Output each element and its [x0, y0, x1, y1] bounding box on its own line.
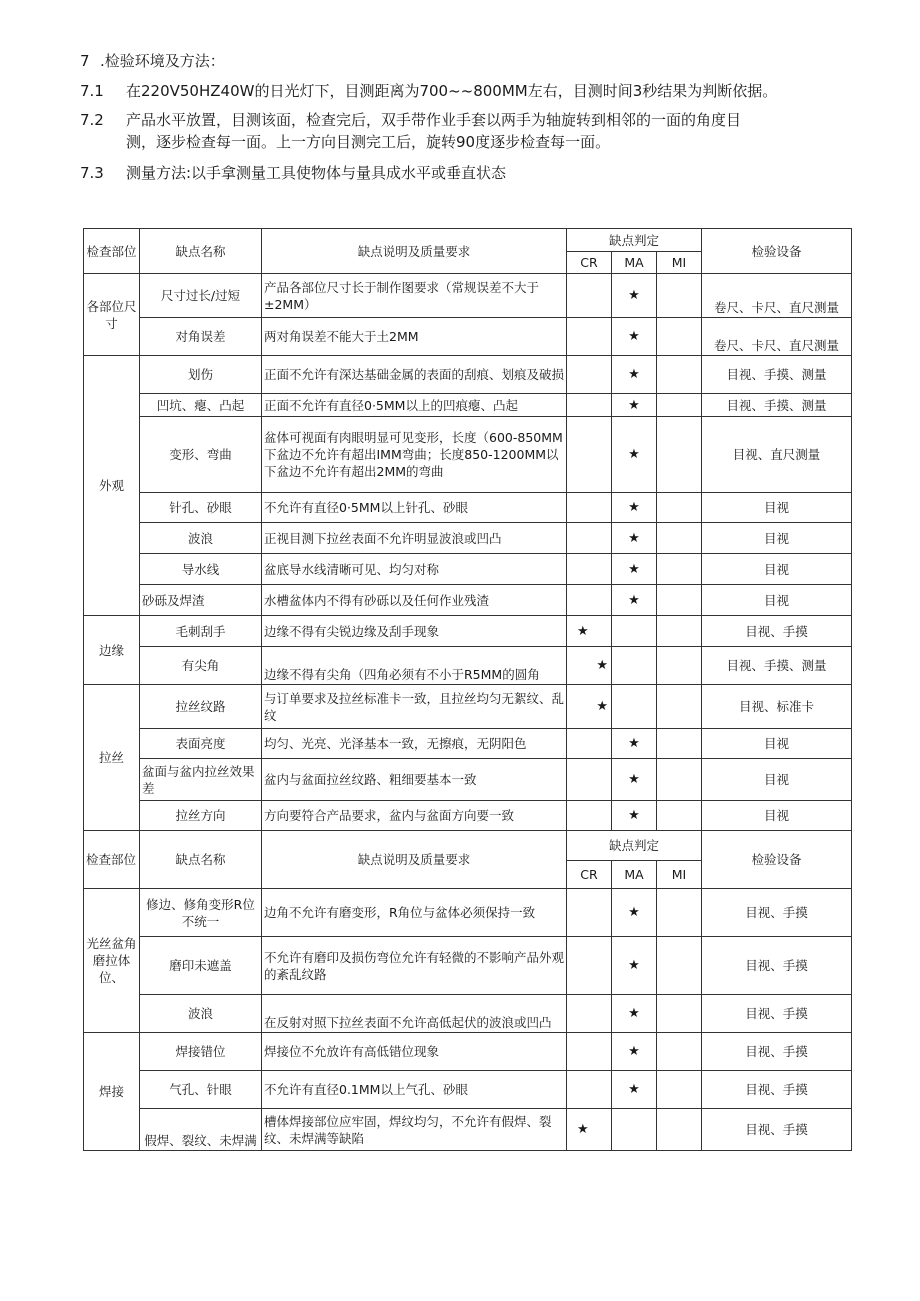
- equipment: 目视、直尺测量: [702, 417, 852, 493]
- header-equipment: 检验设备: [702, 831, 852, 889]
- ma-mark: ★: [612, 995, 657, 1033]
- mi-mark: [657, 523, 702, 554]
- cr-mark: [567, 937, 612, 995]
- equipment: 目视: [702, 759, 852, 801]
- table-row: [84, 554, 852, 585]
- mi-mark: [657, 995, 702, 1033]
- equipment: 目视、手摸: [702, 1071, 852, 1109]
- defect-name: 盆面与盆内拉丝效果差: [140, 759, 262, 801]
- group-brushed: 拉丝: [84, 685, 140, 831]
- defect-description: 盆内与盆面拉丝纹路、粗细要基本一致: [262, 759, 567, 801]
- ma-mark: ★: [612, 1071, 657, 1109]
- table-row: [84, 1071, 852, 1109]
- section-text: .检验环境及方法：: [100, 52, 225, 70]
- cr-mark: [567, 318, 612, 356]
- mi-mark: [657, 685, 702, 729]
- header-description: 缺点说明及质量要求: [262, 229, 567, 274]
- ma-mark: ★: [612, 417, 657, 493]
- table-row: [84, 274, 852, 318]
- header-cr: CR: [567, 861, 612, 889]
- ma-mark: [612, 647, 657, 685]
- table-row: [84, 356, 852, 394]
- group-size: 各部位尺寸: [84, 274, 140, 356]
- defect-name: 针孔、砂眼: [140, 493, 262, 523]
- section-7-heading: [80, 50, 860, 72]
- cr-mark: [567, 356, 612, 394]
- header-mi: MI: [657, 861, 702, 889]
- mi-mark: [657, 318, 702, 356]
- table-row: [84, 729, 852, 759]
- group-appearance: 外观: [84, 356, 140, 616]
- mi-mark: [657, 647, 702, 685]
- cr-mark: [567, 274, 612, 318]
- ma-mark: ★: [612, 729, 657, 759]
- mi-mark: [657, 616, 702, 647]
- header-mi: MI: [657, 252, 702, 274]
- mi-mark: [657, 729, 702, 759]
- equipment: 目视: [702, 554, 852, 585]
- defect-description: 两对角误差不能大于土2MM: [262, 318, 567, 356]
- header-ma: MA: [612, 861, 657, 889]
- cr-mark: [567, 759, 612, 801]
- defect-name: 砂砾及焊渣: [140, 585, 262, 616]
- table-row: [84, 523, 852, 554]
- cr-mark: ★: [567, 647, 612, 685]
- equipment: 目视、手摸: [702, 995, 852, 1033]
- mi-mark: [657, 493, 702, 523]
- ma-mark: ★: [612, 759, 657, 801]
- defect-name: 焊接错位: [140, 1033, 262, 1071]
- equipment: 目视: [702, 801, 852, 831]
- table-row: [84, 889, 852, 937]
- defect-description: 槽体焊接部位应牢固，焊纹均匀，不允许有假焊、裂纹、未焊满等缺陷: [262, 1109, 567, 1151]
- cr-mark: [567, 995, 612, 1033]
- defect-description: 与订单要求及拉丝标准卡一致，且拉丝均匀无絮纹、乱纹: [262, 685, 567, 729]
- mi-mark: [657, 554, 702, 585]
- section-text: 在220V50HZ40W的日光灯下，目测距离为700~~800MM左右，目测时间3秒结果为判断依据。: [126, 82, 778, 100]
- equipment: 目视、手摸、测量: [702, 394, 852, 417]
- mi-mark: [657, 1033, 702, 1071]
- section-number: 7: [80, 52, 90, 70]
- inspection-method-section: [80, 50, 860, 184]
- section-number: 7.2: [80, 111, 104, 129]
- ma-mark: ★: [612, 937, 657, 995]
- cr-mark: [567, 523, 612, 554]
- table-row: [84, 937, 852, 995]
- defect-description: 不允许有磨印及损伤弯位允许有轻微的不影响产品外观的紊乱纹路: [262, 937, 567, 995]
- group-edge: 边缘: [84, 616, 140, 685]
- defect-name: 气孔、针眼: [140, 1071, 262, 1109]
- section-7-1: [80, 80, 860, 102]
- table-row: [84, 318, 852, 356]
- defect-description: 盆底导水线清晰可见、均匀对称: [262, 554, 567, 585]
- cr-mark: [567, 554, 612, 585]
- table-row: [84, 493, 852, 523]
- cr-mark: [567, 1033, 612, 1071]
- mi-mark: [657, 585, 702, 616]
- defect-name: 修边、修角变形R位不统一: [140, 889, 262, 937]
- header-judgement: 缺点判定: [567, 831, 702, 861]
- equipment: 目视、手摸、测量: [702, 647, 852, 685]
- table-header-row: [84, 229, 852, 252]
- cr-mark: [567, 417, 612, 493]
- ma-mark: [612, 685, 657, 729]
- header-part: 检查部位: [84, 229, 140, 274]
- mi-mark: [657, 759, 702, 801]
- defect-name: 拉丝方向: [140, 801, 262, 831]
- equipment: 目视、手摸、测量: [702, 356, 852, 394]
- table-row: [84, 1033, 852, 1071]
- table-row: [84, 995, 852, 1033]
- cr-mark: [567, 889, 612, 937]
- group-weld: 焊接: [84, 1033, 140, 1151]
- defect-description: 焊接位不允放许有高低错位现象: [262, 1033, 567, 1071]
- defect-name: 凹坑、瘪、凸起: [140, 394, 262, 417]
- mi-mark: [657, 394, 702, 417]
- defect-name: 尺寸过长/过短: [140, 274, 262, 318]
- mi-mark: [657, 801, 702, 831]
- defect-description: 不允许有直径0.1MM以上气孔、砂眼: [262, 1071, 567, 1109]
- section-7-2: [80, 109, 860, 153]
- defect-name: 划伤: [140, 356, 262, 394]
- defect-description: 边缘不得有尖锐边缘及刮手现象: [262, 616, 567, 647]
- section-text-continued: 测，逐步检查每一面。上一方向目测完工后，旋转90度逐步检查每一面。: [126, 133, 611, 151]
- ma-mark: ★: [612, 394, 657, 417]
- cr-mark: ★: [567, 616, 612, 647]
- ma-mark: ★: [612, 889, 657, 937]
- cr-mark: [567, 493, 612, 523]
- defect-name: 波浪: [140, 523, 262, 554]
- defect-description: 均匀、光亮、光泽基本一致，无擦痕，无阴阳色: [262, 729, 567, 759]
- table-row: [84, 685, 852, 729]
- header-ma: MA: [612, 252, 657, 274]
- table-row: [84, 616, 852, 647]
- defect-name: 毛刺刮手: [140, 616, 262, 647]
- defect-description: 盆体可视面有肉眼明显可见变形，长度（600-850MM下盆边不允许有超出IMM弯曲；长度850-1200MM以下盆边不允许有超出2MM的弯曲: [262, 417, 567, 493]
- equipment: 目视、标准卡: [702, 685, 852, 729]
- header-defect: 缺点名称: [140, 831, 262, 889]
- cr-mark: [567, 585, 612, 616]
- mi-mark: [657, 1109, 702, 1151]
- defect-description: 边角不允许有磨变形，R角位与盆体必须保持一致: [262, 889, 567, 937]
- defect-description: 水槽盆体内不得有砂砾以及任何作业残渣: [262, 585, 567, 616]
- group-polish: 光丝盆角磨拉体位、: [84, 889, 140, 1033]
- defect-description: 正面不允许有直径0·5MM以上的凹痕瘪、凸起: [262, 394, 567, 417]
- defect-description: 方向要符合产品要求，盆内与盆面方向要一致: [262, 801, 567, 831]
- ma-mark: [612, 1109, 657, 1151]
- defect-name: 变形、弯曲: [140, 417, 262, 493]
- table-row: [84, 801, 852, 831]
- header-part: 检查部位: [84, 831, 140, 889]
- section-text: 产品水平放置，目测该面，检查完后，双手带作业手套以两手为轴旋转到相邻的一面的角度目: [126, 111, 742, 129]
- equipment: 目视、手摸: [702, 1033, 852, 1071]
- mi-mark: [657, 889, 702, 937]
- defect-name: 波浪: [140, 995, 262, 1033]
- ma-mark: ★: [612, 585, 657, 616]
- defect-name: 有尖角: [140, 647, 262, 685]
- defect-name: 对角误差: [140, 318, 262, 356]
- table-header-row-repeat: [84, 831, 852, 861]
- table-row: [84, 417, 852, 493]
- mi-mark: [657, 356, 702, 394]
- defect-name: 表面亮度: [140, 729, 262, 759]
- defect-description: 在反射对照下拉丝表面不允许高低起伏的波浪或凹凸: [262, 995, 567, 1033]
- table-row: [84, 585, 852, 616]
- ma-mark: ★: [612, 356, 657, 394]
- equipment: 目视: [702, 585, 852, 616]
- ma-mark: ★: [612, 1033, 657, 1071]
- equipment: 卷尺、卡尺、直尺测量: [702, 274, 852, 318]
- header-defect: 缺点名称: [140, 229, 262, 274]
- equipment: 目视、手摸: [702, 1109, 852, 1151]
- table-row: [84, 759, 852, 801]
- defect-description: 产品各部位尺寸长于制作图要求（常规误差不大于±2MM）: [262, 274, 567, 318]
- table-row: [84, 1109, 852, 1151]
- cr-mark: ★: [567, 1109, 612, 1151]
- defect-description: 不允许有直径0·5MM以上针孔、砂眼: [262, 493, 567, 523]
- equipment: 卷尺、卡尺、直尺测量: [702, 318, 852, 356]
- equipment: 目视: [702, 493, 852, 523]
- section-7-3: [80, 162, 860, 184]
- ma-mark: ★: [612, 554, 657, 585]
- mi-mark: [657, 274, 702, 318]
- defect-description: 正面不允许有深达基础金属的表面的刮痕、划痕及破损: [262, 356, 567, 394]
- header-cr: CR: [567, 252, 612, 274]
- mi-mark: [657, 417, 702, 493]
- defect-name: 磨印未遮盖: [140, 937, 262, 995]
- section-number: 7.3: [80, 164, 104, 182]
- equipment: 目视: [702, 523, 852, 554]
- equipment: 目视、手摸: [702, 889, 852, 937]
- cr-mark: [567, 1071, 612, 1109]
- defect-name: 拉丝纹路: [140, 685, 262, 729]
- ma-mark: [612, 616, 657, 647]
- inspection-standard-table: [83, 228, 852, 1151]
- defect-name: 假焊、裂纹、未焊满: [140, 1109, 262, 1151]
- section-text: 测量方法:以手拿测量工具使物体与量具成水平或垂直状态: [126, 164, 507, 182]
- equipment: 目视、手摸: [702, 616, 852, 647]
- cr-mark: [567, 729, 612, 759]
- mi-mark: [657, 937, 702, 995]
- ma-mark: ★: [612, 523, 657, 554]
- ma-mark: ★: [612, 274, 657, 318]
- header-description: 缺点说明及质量要求: [262, 831, 567, 889]
- ma-mark: ★: [612, 318, 657, 356]
- section-number: 7.1: [80, 82, 104, 100]
- equipment: 目视、手摸: [702, 937, 852, 995]
- cr-mark: [567, 801, 612, 831]
- table-row: [84, 394, 852, 417]
- table-row: [84, 647, 852, 685]
- defect-description: 边缘不得有尖角（四角必须有不小于R5MM的圆角: [262, 647, 567, 685]
- cr-mark: [567, 394, 612, 417]
- mi-mark: [657, 1071, 702, 1109]
- defect-description: 正视目测下拉丝表面不允许明显波浪或凹凸: [262, 523, 567, 554]
- header-equipment: 检验设备: [702, 229, 852, 274]
- header-judgement: 缺点判定: [567, 229, 702, 252]
- equipment: 目视: [702, 729, 852, 759]
- cr-mark: ★: [567, 685, 612, 729]
- ma-mark: ★: [612, 801, 657, 831]
- ma-mark: ★: [612, 493, 657, 523]
- defect-name: 导水线: [140, 554, 262, 585]
